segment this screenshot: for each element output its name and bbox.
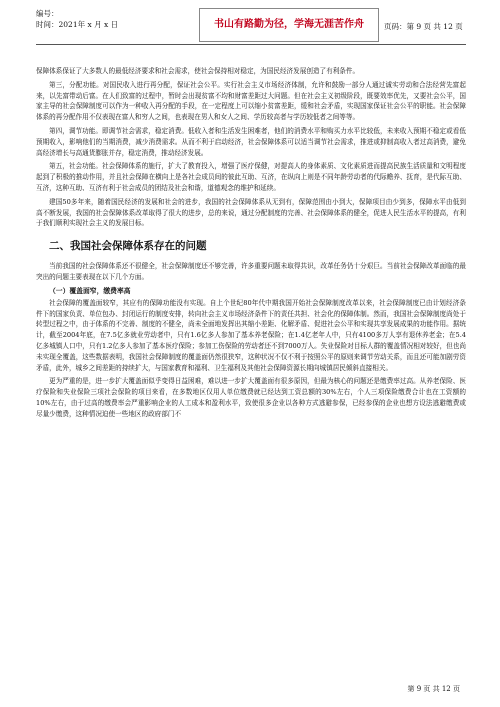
section-heading: 二、我国社会保障体系存在的问题 — [49, 240, 207, 253]
document-number-label: 编号： — [36, 9, 59, 18]
header-divider — [36, 44, 466, 45]
body-paragraph: 第四，调节功能。即调节社会需求，稳定消费。低收入者和生活发生困难者，他们的消费水平和购买力水平比较低，未来收入预期不稳定或看低预期收入，影响他们的当期消费，减少消费需求。从而不利于启动经济，社会保障体系可以适当调节社会需求，推进或抑制高收入者过高消费，避免高经济增长与高通货膨胀并存，稳定消费，推动经济发展。 — [36, 126, 466, 157]
page-footer: 第 9 页 共 12 页 — [407, 685, 460, 693]
header-meta — [36, 8, 186, 30]
header-motto: 书山有路勤为径，学海无涯苦作舟 — [199, 8, 379, 42]
body-paragraph: 第三，分配功能。对国民收入进行再分配，保证社会公平。实行社会主义市场经济体制，允许和鼓励一部分人通过诚实劳动和合法经营先富起来，以先富带动后富。在人们致富的过程中，暂时会出现贫富不均和财富差距过大问题。但在社会主义初级阶段，既要效率优先，又要社会公平，国家主导的社会保障制度可以作为一种收入再分配的手段，在一定程度上可以缩小贫富差距，缓和社会矛盾，实现国家保证社会公平的职能。社会保障体系的再分配作用不仅表现在富人和穷人之间，也表现在男人和女人之间、学历较高者与学历较低者之间等等。 — [36, 80, 466, 122]
body-paragraph: 社会保障的覆盖面较窄，其应有的保障功能没有实现。自上个世纪80年代中期我国开始社会保障制度改革以来，社会保障制度已由计划经济条件下的国家负责、单位包办、封闭运行的制度安排，转向社会主义市场经济条件下的责任共担、社会化的保障体制。然而，我国社会保障制度尚处于转型过程之中，由于体系的不完善、制度的不健全，尚未全面地发挥出其缩小差距、化解矛盾、促进社会公平和实现共享发展成果的功能作用。据统计，截至2004年底，在7.5亿多就业劳动者中，只有1.6亿多人参加了基本养老保险；在1.4亿老年人中，只有4100多万人享有退休养老金；在5.4亿多城镇人口中，只有1.2亿多人参加了基本医疗保险；参加工伤保险的劳动者还不到7000万人。失业保险对目标人群的覆盖情况相对较好，但也尚未实现全覆盖，这些数据表明，我国社会保障制度的覆盖面仍然很狭窄，这种状况不仅不利于按照公平的原则来调节劳动关系，而且还可能加剧劳资矛盾，此外，城乡之间差距的持续扩大，与国家教育和福利、卫生福利及其他社会保障资源长期向城镇居民倾斜直接相关。 — [36, 298, 466, 372]
header-page-info: 页码：第 9 页 共 12 页 — [384, 22, 463, 31]
document-time: 时间：2021年 x 月 x 日 — [36, 20, 119, 29]
page-header — [36, 8, 466, 58]
document-body — [36, 66, 466, 423]
body-paragraph: 更为严重的是，进一步扩大覆盖面似乎变得日益困难，难以进一步扩大覆盖面有很多原因，但最为核心的问题还是缴费率过高。从养老保险、医疗保险和失业保险三项社会保险的项目来看，在多数地区仅用人单位缴费就已经达到工资总额的30%左右，个人三项保险缴费合计也在工资额的10%左右，由于过高的缴费率会严重影响企业的人工成本和盈利水平，致使很多企业以各种方式逃避参保，已经参保的企业也想方设法逃避缴费或尽量少缴费，这种情况迫使一些地区的政府部门不 — [36, 377, 466, 418]
body-paragraph: 第五，社会功能。社会保障体系的施行，扩大了教育投入，增强了医疗保健，对提高人的身体素质、文化素质进而提高民族生活质量和文明程度起到了积极的推动作用，并且社会保障在横向上是各社会成员间的彼此互助、互济，在纵向上则是不同年龄劳动者的代际赡养、抚育，是代际互助、互济，这种互助、互济有利于社会成员的团结及社会和谐，道德观念的维护和延续。 — [36, 162, 466, 192]
body-paragraph: 建国50多年来，随着国民经济的发展和社会的进步，我国的社会保障体系从无到有，保障范围由小到大，保障项目由少到多，保障水平由低到高不断发展，我国的社会保障体系改革取得了很大的进步，总的来说，通过分配制度的完善、社会保障体系的健全，促进人民生活水平的提高，有利于我们顺利实现社会主义的发展目标。 — [36, 197, 466, 228]
section-intro: 当前我国的社会保障体系还不很健全，社会保障制度还不够完善，许多重要问题未取得共识，改革任务仍十分艰巨。当前社会保障改革面临的最突出的问题主要表现在以下几个方面。 — [36, 262, 466, 281]
subsection-heading: （一）覆盖面窄，缴费率高 — [49, 286, 131, 295]
body-paragraph: 保障体系保证了大多数人的最低经济要求和社会需求，使社会保持相对稳定，为国民经济发展创造了有利条件。 — [36, 67, 360, 75]
